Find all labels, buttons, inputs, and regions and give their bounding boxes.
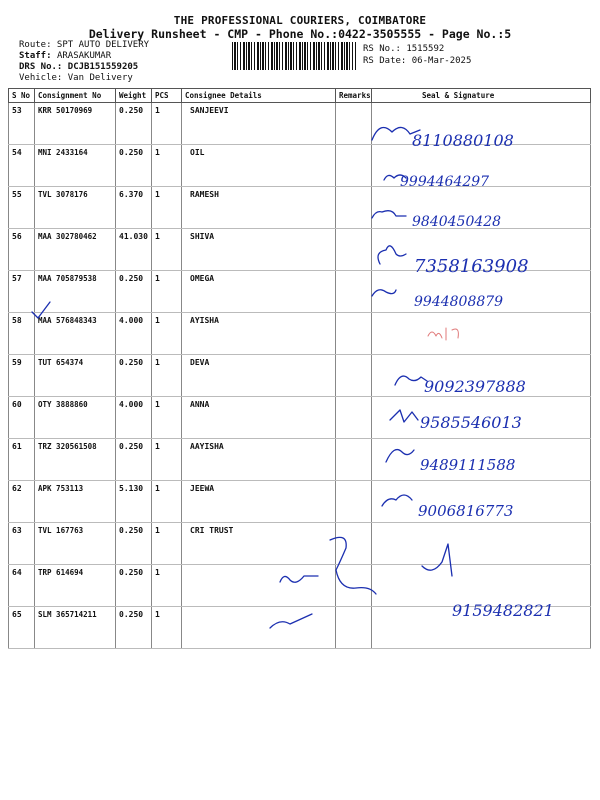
consignee-cell: CRI TRUST [182, 523, 336, 565]
remarks-cell [336, 145, 372, 187]
handwritten-phone: 8110880108 [412, 131, 514, 150]
table-row [9, 145, 591, 187]
signature-cell [372, 271, 591, 313]
barcode [232, 42, 356, 70]
consignment-cell: TVL 3078176 [35, 187, 116, 229]
consignee-cell: SHIVA [182, 229, 336, 271]
consignee-cell: OIL [182, 145, 336, 187]
weight-cell: 0.250 [116, 565, 152, 607]
signature-cell [372, 439, 591, 481]
weight-cell: 4.000 [116, 313, 152, 355]
remarks-cell [336, 397, 372, 439]
signature-cell [372, 523, 591, 565]
rs-number: RS No.: 1515592 [363, 44, 445, 54]
pcs-cell: 1 [152, 523, 182, 565]
table-row [9, 103, 591, 145]
remarks-cell [336, 439, 372, 481]
remarks-cell [336, 607, 372, 649]
consignment-cell: APK 753113 [35, 481, 116, 523]
weight-cell: 41.030 [116, 229, 152, 271]
weight-cell: 0.250 [116, 271, 152, 313]
sno-cell: 62 [9, 481, 35, 523]
staff-line [19, 51, 111, 61]
sno-cell: 63 [9, 523, 35, 565]
consignment-cell: MAA 302780462 [35, 229, 116, 271]
table-row [9, 187, 591, 229]
consignment-cell: MNI 2433164 [35, 145, 116, 187]
pcs-cell: 1 [152, 565, 182, 607]
rs-date: RS Date: 06-Mar-2025 [363, 56, 472, 66]
consignment-cell: OTY 3888860 [35, 397, 116, 439]
handwritten-phone: 9944808879 [414, 294, 504, 310]
remarks-cell [336, 355, 372, 397]
table-row [9, 229, 591, 271]
remarks-cell [336, 187, 372, 229]
remarks-cell [336, 271, 372, 313]
signature-cell [372, 355, 591, 397]
consignee-cell: OMEGA [182, 271, 336, 313]
remarks-cell [336, 523, 372, 565]
consignee-cell: RAMESH [182, 187, 336, 229]
signature-cell [372, 313, 591, 355]
route-text: Route: SPT AUTO DELIVERY [19, 40, 150, 50]
sno-cell: 53 [9, 103, 35, 145]
weight-cell: 0.250 [116, 145, 152, 187]
signature-cell [372, 229, 591, 271]
pcs-cell: 1 [152, 355, 182, 397]
col-consignment-no: Consignment No [35, 89, 116, 103]
remarks-cell [336, 481, 372, 523]
consignee-cell: DEVA [182, 355, 336, 397]
sno-cell: 55 [9, 187, 35, 229]
weight-cell: 0.250 [116, 607, 152, 649]
pcs-cell: 1 [152, 481, 182, 523]
table-header-row [9, 89, 591, 103]
consignee-cell: AAYISHA [182, 439, 336, 481]
sno-cell: 61 [9, 439, 35, 481]
sno-cell: 65 [9, 607, 35, 649]
drs-value: DCJB151559205 [67, 62, 139, 72]
handwritten-phone: 7358163908 [414, 256, 529, 277]
weight-cell: 6.370 [116, 187, 152, 229]
pcs-cell: 1 [152, 229, 182, 271]
remarks-cell [336, 313, 372, 355]
signature-cell [372, 565, 591, 607]
signature-cell [372, 607, 591, 649]
consignee-cell: ANNA [182, 397, 336, 439]
sno-cell: 54 [9, 145, 35, 187]
consignment-cell: TVL 167763 [35, 523, 116, 565]
table-row [9, 439, 591, 481]
weight-cell: 0.250 [116, 103, 152, 145]
consignee-cell: AYISHA [182, 313, 336, 355]
table-row [9, 565, 591, 607]
consignment-cell: SLM 365714211 [35, 607, 116, 649]
col-seal-signature: Seal & Signature [372, 89, 591, 103]
col-pcs: PCS [152, 89, 182, 103]
pcs-cell: 1 [152, 397, 182, 439]
signature-cell [372, 145, 591, 187]
table-row [9, 313, 591, 355]
pcs-cell: 1 [152, 439, 182, 481]
signature-cell [372, 103, 591, 145]
consignee-cell [182, 565, 336, 607]
col-remarks: Remarks [336, 89, 372, 103]
weight-cell: 0.250 [116, 439, 152, 481]
col-sno: S No [9, 89, 35, 103]
sno-cell: 60 [9, 397, 35, 439]
consignee-cell: SANJEEVI [182, 103, 336, 145]
handwritten-phone: 9840450428 [412, 214, 502, 230]
sno-cell: 56 [9, 229, 35, 271]
remarks-cell [336, 103, 372, 145]
handwritten-phone: 9159482821 [452, 601, 554, 620]
runsheet-subtitle: Delivery Runsheet - CMP - Phone No.:0422-3505555 - Page No.:5 [88, 27, 512, 41]
remarks-cell [336, 229, 372, 271]
table-row [9, 607, 591, 649]
weight-cell: 5.130 [116, 481, 152, 523]
table-row [9, 355, 591, 397]
consignment-cell: MAA 576848343 [35, 313, 116, 355]
remarks-cell [336, 565, 372, 607]
table-row [9, 481, 591, 523]
pcs-cell: 1 [152, 145, 182, 187]
handwritten-phone: 9994464297 [400, 174, 490, 190]
signature-cell [372, 187, 591, 229]
handwritten-phone: 9092397888 [424, 377, 526, 396]
company-title: THE PROFESSIONAL COURIERS, COIMBATORE [173, 14, 427, 27]
pcs-cell: 1 [152, 313, 182, 355]
pcs-cell: 1 [152, 187, 182, 229]
signature-cell [372, 481, 591, 523]
pcs-cell: 1 [152, 607, 182, 649]
signature-cell [372, 397, 591, 439]
col-weight: Weight [116, 89, 152, 103]
consignment-cell: TRP 614694 [35, 565, 116, 607]
consignment-cell: TRZ 320561508 [35, 439, 116, 481]
consignee-cell [182, 607, 336, 649]
table-row [9, 271, 591, 313]
sno-cell: 64 [9, 565, 35, 607]
weight-cell: 0.250 [116, 523, 152, 565]
weight-cell: 4.000 [116, 397, 152, 439]
drs-label: DRS No.: [19, 62, 63, 72]
consignment-cell: MAA 705879538 [35, 271, 116, 313]
col-consignee-details: Consignee Details [182, 89, 336, 103]
sno-cell: 58 [9, 313, 35, 355]
consignee-cell: JEEWA [182, 481, 336, 523]
sno-cell: 57 [9, 271, 35, 313]
table-row [9, 397, 591, 439]
handwritten-phone: 9585546013 [420, 413, 522, 432]
vehicle-text: Vehicle: Van Delivery [19, 73, 133, 83]
pcs-cell: 1 [152, 271, 182, 313]
sno-cell: 59 [9, 355, 35, 397]
handwritten-phone: 9489111588 [420, 456, 516, 474]
staff-value: ARASAKUMAR [56, 51, 112, 61]
runsheet-table [8, 88, 591, 649]
weight-cell: 0.250 [116, 355, 152, 397]
consignment-cell: KRR 50170969 [35, 103, 116, 145]
pcs-cell: 1 [152, 103, 182, 145]
staff-label: Staff: [19, 51, 52, 61]
drs-line [19, 62, 138, 72]
consignment-cell: TUT 654374 [35, 355, 116, 397]
table-row [9, 523, 591, 565]
handwritten-phone: 9006816773 [418, 502, 514, 520]
